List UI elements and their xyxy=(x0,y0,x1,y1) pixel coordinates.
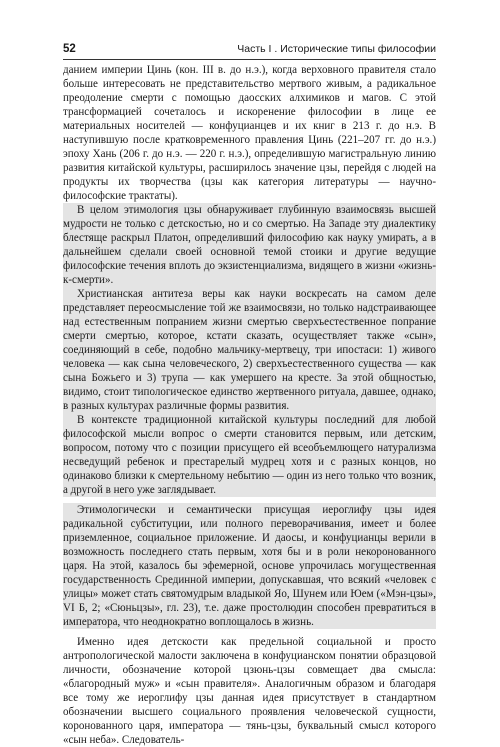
running-title: Часть I . Исторические типы философии xyxy=(237,43,436,55)
paragraph-1: данием империи Цинь (кон. III в. до н.э.), когда верховного правителя стало больше интересовать не представительство мертвого живым, а радикальное преодоление смерти с помощью даосских алхимиков и магов. С этой трансформацией сочеталось и искоренение философии в лице ее материальных носителей — конфуцианцев и их книг в 213 г. до н.э. В наступившую после кратковременного правления Цинь (221–207 гг. до н.э.) эпоху Хань (206 г. до н.э. — 220 г. н.э.), определившую магистральную линию развития китайской культуры, расширилось значение цзы, перейдя с людей на продукты их творчества (цзы как категория литературы — научно-философские трактаты). xyxy=(63,64,436,202)
header-rule xyxy=(63,59,436,60)
page-number: 52 xyxy=(63,43,76,55)
paragraph-2: В целом этимология цзы обнаруживает глубинную взаимосвязь высшей мудрости не только с детскостью, но и со смертью. На Западе эту диалектику блестяще раскрыл Платон, определивший философию как науку умирать, а в дальнейшем сделали своей основной темой стоики и другие ведущие философские течения вплоть до экзистенциализма, видящего в жизни «жизнь-к-смерти». xyxy=(63,204,436,286)
paragraph-5: Этимологически и семантически присущая иероглифу цзы идея радикальной субституции, или полного переворачивания, имеет и более приземленное, социальное приложение. И даосы, и конфуцианцы верили в возможность последнего стать первым, хотя бы и в роли некоронованного царя. На этой, казалось бы эфемерной, основе упрочилась могущественная государственность Срединной империи, допускавшая, что всякий «человек с улицы» может стать святомудрым владыкой Яо, Шунем или Юем («Мэн-цзы», VI Б, 2; «Сюньцзы», гл. 23), т.е. даже простолюдин способен превратиться в императора, что неоднократно воплощалось в жизнь. xyxy=(63,504,436,628)
page-header xyxy=(63,40,436,58)
page-body xyxy=(63,63,436,747)
paragraph-4: В контексте традиционной китайской культуры последний для любой философской мысли вопрос о смерти становится первым, или детским, вопросом, потому что с позиции присущего ей всеобъемлющего натурализма несведущий ребенок и престарелый мудрец хотя и с разных концов, но одинаково близки к смертельному небытию — один из него только что возник, а другой в него уже заглядывает. xyxy=(63,414,436,496)
paragraph-6: Именно идея детскости как предельной социальной и просто антропологической малости заключена в конфуцианском понятии образцовой личности, обозначение которой цзюнь-цзы совмещает два смысла: «благородный муж» и «сын правителя». Аналогичным образом и благодаря все тому же иероглифу цзы данная идея присутствует в стандартном обозначении высшего социального проявления человеческой сущности, коронованного царя, императора — тянь-цзы, буквальный смысл которого «сын неба». Следователь- xyxy=(63,636,436,746)
paragraph-3: Христианская антитеза веры как науки воскресать на самом деле представляет переосмысление той же взаимосвязи, но только надстраивающее над естественным попранием жизни смертью сверхъестественное попрание смерти смертью, которое, кстати сказать, осуществляет также «сын», соединяющий в себе, подобно мальчику-мертвецу, три ипостаси: 1) живого человека — как сына человеческого, 2) сверхъестественного существа — как сына Божьего и 3) трупа — как умершего на кресте. За этой общностью, видимо, стоит типологическое единство жертвенного ритуала, давшее, однако, в разных культурах различные формы развития. xyxy=(63,288,436,412)
